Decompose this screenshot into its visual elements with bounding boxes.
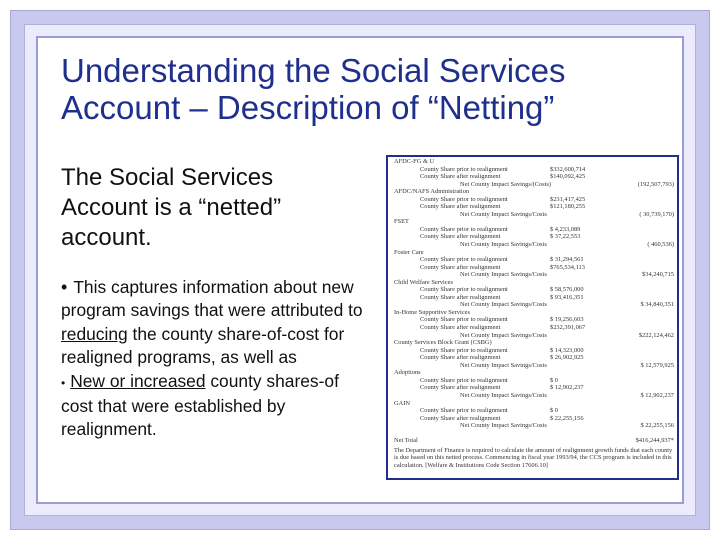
row-label: AFDC-FG & U [394,158,435,165]
row-amount: $ 31,294,561 [550,256,584,264]
row-net: $ 12,902,237 [640,391,674,399]
netting-table-row [394,226,674,234]
row-amount: $121,180,255 [550,203,586,211]
row-label: County Share prior to realignment [420,376,508,384]
row-label: Net County Impact Savings/(Costs) [460,180,552,188]
netting-table-row [394,339,674,347]
row-label: County Share after realignment [420,173,501,181]
bullet-list [61,276,366,442]
row-net: $222,124,462 [638,331,674,339]
bullet-1-rest: the county share-of-cost for realigned programs, as well as [61,323,345,368]
row-label: County Share prior to realignment [420,256,508,264]
netting-table-row [394,392,674,400]
row-label: County Share after realignment [420,414,501,422]
netting-table-row [394,181,674,189]
bullet-item-1 [61,276,366,370]
row-label: In-Home Supportive Services [394,308,470,316]
row-label: County Share after realignment [420,324,501,332]
row-amount: $ 14,323,000 [550,346,584,354]
row-label: County Share after realignment [420,233,501,241]
row-label: County Share prior to realignment [420,407,508,415]
row-label: County Share prior to realignment [420,165,508,173]
bullet-2-rest: county shares-of cost that were established by realignment. [61,370,339,440]
netting-table-row [394,188,674,196]
row-label: County Share prior to realignment [420,346,508,354]
row-amount: $ 0 [550,407,558,415]
netting-table-row [394,166,674,174]
netting-table-row [394,377,674,385]
row-net: (192,507,793) [637,180,674,188]
netting-table-row [394,430,674,438]
row-label: Foster Care [394,248,424,256]
row-net: $ 34,840,351 [640,301,674,309]
row-label: County Share prior to realignment [420,316,508,324]
row-amount: $ 12,902,237 [550,384,584,392]
row-label: GAIN [394,399,410,407]
row-label: County Share after realignment [420,384,501,392]
row-label: County Services Block Grant (CSBG) [394,339,492,347]
row-label: Net County Impact Savings/Costs [460,301,547,309]
netting-table-row [394,301,674,309]
row-label: Net County Impact Savings/Costs [460,422,547,430]
lead-paragraph: The Social Services Account is a “netted” account. [61,164,282,251]
row-net: $ 22,255,156 [640,422,674,430]
row-label: County Share prior to realignment [420,195,508,203]
row-label: Net County Impact Savings/Costs [460,271,547,279]
netting-table-row [394,271,674,279]
netting-table-row [394,286,674,294]
row-label: County Share prior to realignment [420,225,508,233]
row-amount: $ 0 [550,376,558,384]
row-label: Net County Impact Savings/Costs [460,241,547,249]
netting-table-rows [394,158,674,445]
row-amount: $332,600,714 [550,165,586,173]
row-label: Net County Impact Savings/Costs [460,210,547,218]
netting-table-row [394,316,674,324]
netting-table-row [394,369,674,377]
row-amount: $ 22,255,156 [550,414,584,422]
netting-table-row [394,196,674,204]
row-amount: $ 19,256,603 [550,316,584,324]
row-net: $416,244,937* [635,437,674,445]
row-amount: $ 26,902,925 [550,354,584,362]
netting-table-row [394,211,674,219]
netting-table-row [394,407,674,415]
row-label: Net County Impact Savings/Costs [460,391,547,399]
bullet-item-2 [61,370,366,442]
row-amount: $ 37,22,553 [550,233,581,241]
bullet-1-underlined: reducing [61,323,128,344]
netting-table-row [394,203,674,211]
netting-table-row [394,324,674,332]
netting-table-row [394,233,674,241]
row-amount: $231,417,425 [550,195,586,203]
netting-table-row [394,415,674,423]
row-label: Adoptions [394,369,421,377]
netting-table-image [386,155,679,480]
bullet-2-underlined: New or increased [70,370,206,391]
slide-title: Understanding the Social Services Account – Description of “Netting” [61,52,566,126]
row-net: ( 460,536) [647,241,674,249]
bullet-icon: • [61,375,66,390]
row-label: Child Welfare Services [394,278,453,286]
netting-table-row [394,347,674,355]
netting-table-row [394,173,674,181]
netting-table-row [394,249,674,257]
row-net: $ 12,579,925 [640,361,674,369]
row-amount: $232,391,067 [550,324,586,332]
row-label: County Share after realignment [420,354,501,362]
netting-table-row [394,158,674,166]
row-net: $34,240,715 [642,271,674,279]
bullet-1-text: This captures information about new program savings that were attributed to [61,277,363,321]
row-label: FSET [394,218,409,226]
row-label: Net County Impact Savings/Costs [460,331,547,339]
row-net: ( 30,739,170) [639,210,674,218]
netting-table-row [394,437,674,445]
row-label: County Share prior to realignment [420,286,508,294]
netting-table-row [394,400,674,408]
netting-table-row [394,309,674,317]
netting-table-row [394,294,674,302]
netting-table-row [394,362,674,370]
netting-table-row [394,332,674,340]
bullet-icon: • [61,277,68,297]
row-label: County Share after realignment [420,293,501,301]
row-amount: $765,534,113 [550,263,585,271]
netting-table-row [394,279,674,287]
row-amount: $ 93,416,351 [550,293,584,301]
netting-table-row [394,354,674,362]
netting-table-row [394,218,674,226]
row-label: Net County Impact Savings/Costs [460,361,547,369]
row-label: Net Total [394,437,418,445]
row-label: County Share after realignment [420,203,501,211]
netting-table-row [394,384,674,392]
netting-table-footnote: The Department of Finance is required to calculate the amount of realignment growth funds that each county is due based on this netted process. Commencing in fiscal year 1993/94, the CCS program is included in this calculation. [Welfare & Institutions Code Section 17606.10] [394,446,673,469]
netting-table-row [394,422,674,430]
row-amount: $140,092,425 [550,173,586,181]
netting-table-row [394,241,674,249]
row-label: AFDC/NAFS Administration [394,188,470,196]
row-label: County Share after realignment [420,263,501,271]
row-amount: $ 4,233,089 [550,225,581,233]
netting-table-row [394,264,674,272]
row-amount: $ 58,576,000 [550,286,584,294]
netting-table-row [394,256,674,264]
